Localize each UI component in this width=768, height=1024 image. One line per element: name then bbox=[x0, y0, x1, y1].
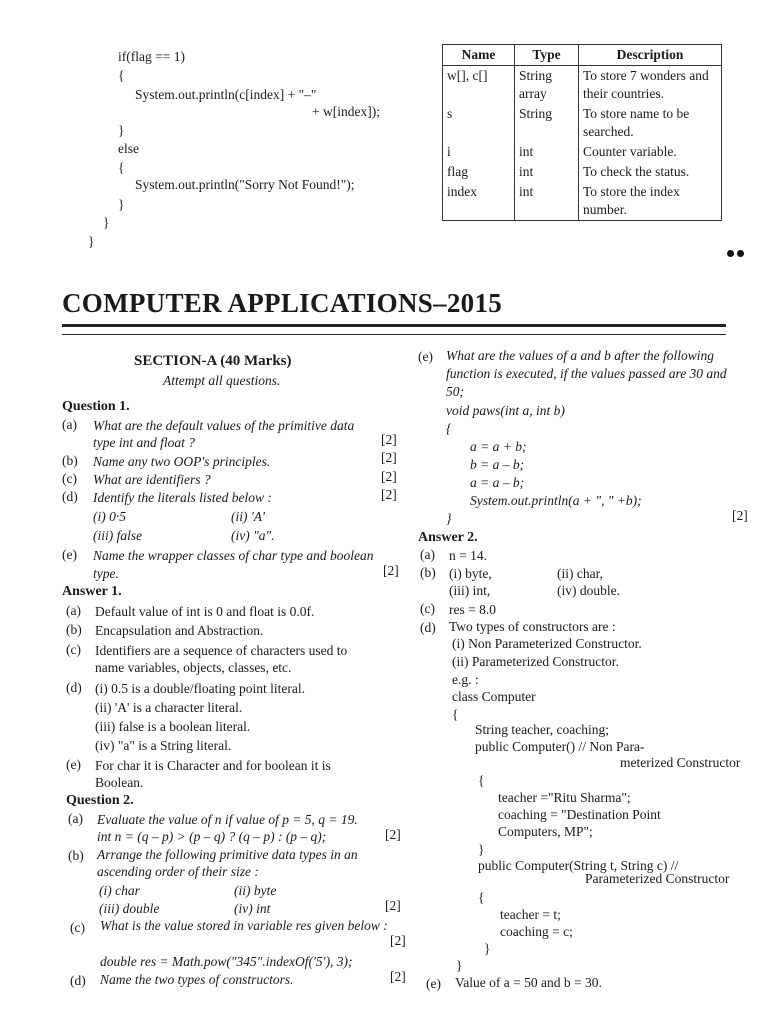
marks: [2] bbox=[385, 827, 401, 842]
section-subtitle: Attempt all questions. bbox=[163, 373, 281, 388]
answer-text: Default value of int is 0 and float is 0.0f. bbox=[95, 604, 315, 619]
question-text: (ii) byte bbox=[234, 883, 277, 898]
item-label: (e) bbox=[426, 976, 441, 991]
question-1-heading: Question 1. bbox=[62, 399, 130, 414]
table-cell: To store name to be searched. bbox=[579, 104, 722, 142]
answer-text: Identifiers are a sequence of characters used to bbox=[95, 643, 348, 658]
answer-text: name variables, objects, classes, etc. bbox=[95, 660, 292, 675]
bullet-dot-icon bbox=[727, 250, 734, 257]
item-label: (d) bbox=[420, 620, 436, 635]
question-code: a = a + b; bbox=[470, 439, 527, 454]
item-label: (e) bbox=[418, 349, 433, 364]
item-label: (b) bbox=[62, 453, 78, 468]
answer-code: teacher = t; bbox=[500, 907, 561, 922]
item-label: (d) bbox=[70, 973, 86, 988]
table-cell: Counter variable. bbox=[579, 142, 722, 162]
question-2-heading: Question 2. bbox=[66, 793, 134, 808]
answer-text: (ii) char, bbox=[557, 566, 603, 581]
code-line: System.out.println(c[index] + "–" bbox=[135, 87, 317, 102]
answer-code: { bbox=[478, 773, 485, 788]
answer-text: n = 14. bbox=[449, 548, 487, 563]
table-cell: String bbox=[515, 104, 579, 142]
question-text: function is executed, if the values passed are 30 and bbox=[446, 366, 727, 381]
variable-table bbox=[442, 44, 722, 221]
question-text: Name the two types of constructors. bbox=[100, 972, 294, 987]
question-text: (ii) 'A' bbox=[231, 509, 265, 524]
item-label: (e) bbox=[66, 757, 81, 772]
answer-code: Parameterized Constructor bbox=[585, 871, 730, 886]
answer-2-heading: Answer 2. bbox=[418, 530, 478, 545]
question-text: What are the values of a and b after the following bbox=[446, 348, 714, 363]
table-cell: To check the status. bbox=[579, 162, 722, 182]
answer-code: class Computer bbox=[452, 689, 536, 704]
table-row bbox=[443, 162, 722, 182]
marks: [2] bbox=[381, 469, 397, 484]
marks: [2] bbox=[381, 432, 397, 447]
question-text: (iv) "a". bbox=[231, 528, 275, 543]
marks: [2] bbox=[390, 933, 406, 948]
marks: [2] bbox=[732, 508, 748, 523]
answer-text: (i) byte, bbox=[449, 566, 492, 581]
answer-code: { bbox=[452, 707, 459, 722]
question-text: What are the default values of the primitive data bbox=[93, 418, 355, 433]
answer-text: (ii) 'A' is a character literal. bbox=[95, 700, 243, 715]
table-cell: int bbox=[515, 182, 579, 221]
code-line: { bbox=[118, 160, 125, 175]
table-cell: index bbox=[443, 182, 515, 221]
code-line: } bbox=[88, 234, 95, 249]
question-code: { bbox=[446, 421, 452, 436]
question-text: Name any two OOP's principles. bbox=[93, 454, 271, 469]
page-title: COMPUTER APPLICATIONS–2015 bbox=[62, 288, 503, 318]
marks: [2] bbox=[390, 969, 406, 984]
item-label: (c) bbox=[420, 601, 435, 616]
question-text: Name the wrapper classes of char type and boolean bbox=[93, 548, 374, 563]
question-text: (iii) false bbox=[93, 528, 143, 543]
answer-text: res = 8.0 bbox=[449, 602, 496, 617]
title-rule bbox=[62, 334, 726, 335]
question-code: void paws(int a, int b) bbox=[446, 403, 565, 418]
answer-text: (iv) "a" is a String literal. bbox=[95, 738, 232, 753]
answer-code: Computers, MP"; bbox=[498, 824, 593, 839]
item-label: (d) bbox=[66, 680, 82, 695]
answer-code: e.g. : bbox=[452, 672, 479, 687]
code-line: } bbox=[118, 197, 125, 212]
answer-text: Boolean. bbox=[95, 775, 144, 790]
answer-code: meterized Constructor bbox=[620, 755, 741, 770]
bullet-dot-icon bbox=[737, 250, 744, 257]
item-label: (d) bbox=[62, 489, 78, 504]
item-label: (a) bbox=[68, 811, 83, 826]
table-cell: i bbox=[443, 142, 515, 162]
code-line: if(flag == 1) bbox=[118, 49, 185, 64]
code-line: { bbox=[118, 68, 125, 83]
answer-code: } bbox=[478, 842, 485, 857]
question-code: System.out.println(a + ", " +b); bbox=[470, 493, 642, 508]
item-label: (a) bbox=[66, 603, 81, 618]
code-line: System.out.println("Sorry Not Found!"); bbox=[135, 177, 355, 192]
question-text: 50; bbox=[446, 384, 464, 399]
question-text: (iv) int bbox=[234, 901, 271, 916]
answer-text: Two types of constructors are : bbox=[449, 619, 616, 634]
question-code: a = a – b; bbox=[470, 475, 525, 490]
code-line: } bbox=[103, 215, 110, 230]
question-text: What are identifiers ? bbox=[93, 472, 211, 487]
section-title: SECTION-A (40 Marks) bbox=[134, 353, 292, 369]
answer-code: coaching = "Destination Point bbox=[498, 807, 661, 822]
question-code: b = a – b; bbox=[470, 457, 525, 472]
code-line: } bbox=[118, 123, 125, 138]
table-cell: s bbox=[443, 104, 515, 142]
question-text: What is the value stored in variable res given below : bbox=[100, 918, 388, 933]
table-row bbox=[443, 142, 722, 162]
item-label: (c) bbox=[66, 642, 81, 657]
question-code: } bbox=[446, 511, 452, 526]
item-label: (b) bbox=[66, 622, 82, 637]
answer-code: teacher ="Ritu Sharma"; bbox=[498, 790, 631, 805]
question-text: int n = (q – p) > (p – q) ? (q – p) : (p – q); bbox=[97, 829, 327, 844]
table-header: Name bbox=[443, 45, 515, 66]
marks: [2] bbox=[381, 487, 397, 502]
answer-text: (iii) int, bbox=[449, 583, 491, 598]
table-cell: To store 7 wonders and their countries. bbox=[579, 66, 722, 105]
table-row bbox=[443, 182, 722, 221]
question-text: Evaluate the value of n if value of p = 5, q = 19. bbox=[97, 812, 358, 827]
item-label: (c) bbox=[70, 920, 85, 935]
answer-1-heading: Answer 1. bbox=[62, 584, 122, 599]
answer-text: (i) 0.5 is a double/floating point literal. bbox=[95, 681, 305, 696]
question-text: Arrange the following primitive data types in an bbox=[97, 847, 358, 862]
marks: [2] bbox=[381, 450, 397, 465]
title-rule bbox=[62, 324, 726, 327]
answer-code: coaching = c; bbox=[500, 924, 573, 939]
answer-text: (i) Non Parameterized Constructor. bbox=[452, 636, 642, 651]
item-label: (c) bbox=[62, 471, 77, 486]
answer-text: Encapsulation and Abstraction. bbox=[95, 623, 264, 638]
answer-code: String teacher, coaching; bbox=[475, 722, 610, 737]
question-text: ascending order of their size : bbox=[97, 864, 259, 879]
table-row bbox=[443, 66, 722, 105]
answer-code: } bbox=[484, 941, 491, 956]
code-line: + w[index]); bbox=[312, 104, 380, 119]
marks: [2] bbox=[383, 563, 399, 578]
answer-text: Value of a = 50 and b = 30. bbox=[455, 975, 602, 990]
question-code: double res = Math.pow("345".indexOf('5'), 3); bbox=[100, 954, 353, 969]
table-row bbox=[443, 104, 722, 142]
answer-code: public Computer(String t, String c) // bbox=[478, 858, 679, 873]
question-text: Identify the literals listed below : bbox=[93, 490, 272, 505]
item-label: (e) bbox=[62, 547, 77, 562]
answer-code: { bbox=[478, 890, 485, 905]
question-text: type int and float ? bbox=[93, 435, 195, 450]
table-cell: To store the index number. bbox=[579, 182, 722, 221]
answer-code: } bbox=[456, 958, 463, 973]
table-cell: flag bbox=[443, 162, 515, 182]
question-text: (iii) double bbox=[99, 901, 160, 916]
table-cell: int bbox=[515, 142, 579, 162]
answer-code: public Computer() // Non Para- bbox=[475, 739, 645, 754]
item-label: (b) bbox=[420, 565, 436, 580]
table-cell: w[], c[] bbox=[443, 66, 515, 105]
answer-text: (iii) false is a boolean literal. bbox=[95, 719, 251, 734]
answer-text: (ii) Parameterized Constructor. bbox=[452, 654, 619, 669]
answer-text: For char it is Character and for boolean it is bbox=[95, 758, 331, 773]
table-cell: int bbox=[515, 162, 579, 182]
question-text: (i) 0·5 bbox=[93, 509, 126, 524]
question-text: (i) char bbox=[99, 883, 140, 898]
question-text: type. bbox=[93, 566, 119, 581]
table-header: Description bbox=[579, 45, 722, 66]
item-label: (a) bbox=[62, 417, 77, 432]
code-line: else bbox=[118, 141, 139, 156]
answer-text: (iv) double. bbox=[557, 583, 620, 598]
table-cell: String array bbox=[515, 66, 579, 105]
table-header-row bbox=[443, 45, 722, 66]
table-header: Type bbox=[515, 45, 579, 66]
item-label: (a) bbox=[420, 547, 435, 562]
item-label: (b) bbox=[68, 848, 84, 863]
marks: [2] bbox=[385, 898, 401, 913]
